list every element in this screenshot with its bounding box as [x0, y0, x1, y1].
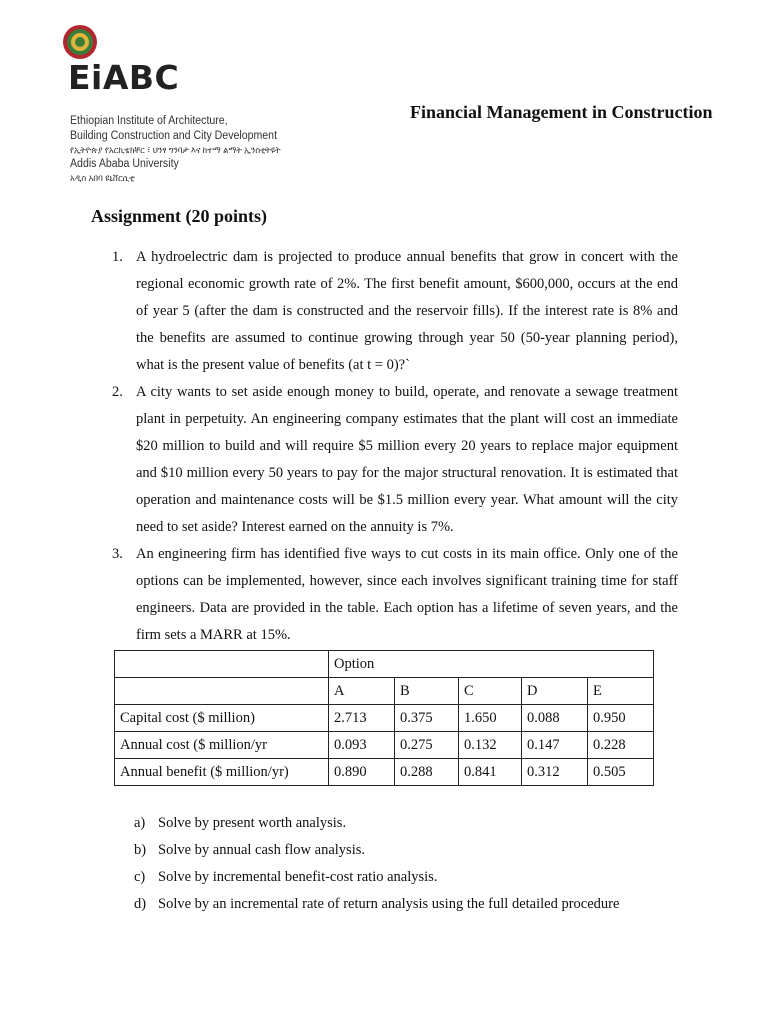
question-text: A city wants to set aside enough money to build, operate, and renovate a sewage treatment plant in perpetuity. An engineering company estimates that the plant will cost an immediate $20 million to build and will require $5 million every 20 years to replace major equipment and $10 million every 50 years to pay for the major structural renovation. It is estimated that operation and maintenance costs will be $1.5 million every year. What amount will the city need to set aside? Interest earned on the annuity is 7%. — [136, 384, 678, 535]
option-header-c: C — [459, 678, 522, 705]
subpart-text: Solve by annual cash flow analysis. — [158, 842, 365, 858]
table-cell: 0.147 — [522, 732, 588, 759]
table-empty-cell — [115, 678, 329, 705]
table-cell: 0.288 — [395, 759, 459, 786]
question-number: 1. — [112, 249, 123, 265]
subpart-item — [134, 891, 694, 918]
table-corner-cell — [115, 651, 329, 678]
university-line: Addis Ababa University — [70, 158, 179, 170]
subpart-item — [134, 810, 694, 837]
option-header-e: E — [588, 678, 654, 705]
options-data-table — [114, 650, 654, 786]
option-header-a: A — [329, 678, 395, 705]
subpart-list — [134, 810, 694, 918]
option-header-b: B — [395, 678, 459, 705]
university-line-amharic: አዲስ አበባ ዩኒቨርሲቲ — [70, 173, 135, 183]
university-seal-icon — [62, 24, 98, 60]
subpart-letter: b) — [134, 842, 147, 858]
subpart-letter: d) — [134, 896, 147, 912]
question-text: A hydroelectric dam is projected to produce annual benefits that grow in concert with the regional economic growth rate of 2%. The first benefit amount, $600,000, occurs at the end of year 5 (after the dam is constructed and the reservoir fills). If the interest rate is 8% and the benefits are assumed to continue growing through year 50 (50-year planning period), what is the present value of benefits (at t = 0)?` — [136, 249, 678, 373]
table-cell: 0.088 — [522, 705, 588, 732]
assignment-title: Assignment (20 points) — [91, 206, 268, 226]
option-header-d: D — [522, 678, 588, 705]
question-item — [112, 379, 678, 541]
row-label: Annual benefit ($ million/yr) — [115, 759, 329, 786]
institute-name-block — [70, 114, 291, 185]
table-cell: 0.228 — [588, 732, 654, 759]
question-item — [112, 541, 678, 649]
institute-line: Building Construction and City Development — [70, 130, 278, 142]
question-number: 2. — [112, 384, 123, 400]
question-list — [112, 244, 678, 649]
subpart-letter: a) — [134, 815, 146, 831]
table-row — [115, 759, 654, 786]
subpart-item — [134, 864, 694, 891]
question-text: An engineering firm has identified five ways to cut costs in its main office. Only one of the options can be implemented, however, since each involves significant training time for staff engineers. Data are provided in the table. Each option has a lifetime of seven years, and the firm sets a MARR at 15%. — [136, 546, 678, 643]
table-cell: 0.841 — [459, 759, 522, 786]
table-cell: 0.950 — [588, 705, 654, 732]
row-label: Annual cost ($ million/yr — [115, 732, 329, 759]
table-row — [115, 732, 654, 759]
brand-logo: EiABC — [68, 58, 180, 97]
subpart-text: Solve by an incremental rate of return analysis using the full detailed procedure — [158, 896, 620, 912]
table-cell: 0.890 — [329, 759, 395, 786]
table-cell: 0.275 — [395, 732, 459, 759]
subpart-letter: c) — [134, 869, 146, 885]
table-cell: 0.375 — [395, 705, 459, 732]
question-number: 3. — [112, 546, 123, 562]
subpart-item — [134, 837, 694, 864]
institute-line-amharic: የኢትዮጵያ የአርኪቴክቸር ፣ ህንፃ ግንባታ እና ከተማ ልማት ኢንስቲትዩት — [70, 145, 281, 155]
table-header-row — [115, 651, 654, 678]
table-option-row — [115, 678, 654, 705]
subpart-text: Solve by present worth analysis. — [158, 815, 347, 831]
question-item — [112, 244, 678, 379]
course-title: Financial Management in Construction — [410, 102, 713, 122]
institute-line: Ethiopian Institute of Architecture, — [70, 115, 228, 127]
table-cell: 0.132 — [459, 732, 522, 759]
table-cell: 1.650 — [459, 705, 522, 732]
subpart-text: Solve by incremental benefit-cost ratio analysis. — [158, 869, 438, 885]
table-cell: 0.312 — [522, 759, 588, 786]
table-row — [115, 705, 654, 732]
table-cell: 2.713 — [329, 705, 395, 732]
table-cell: 0.093 — [329, 732, 395, 759]
option-group-header: Option — [329, 651, 654, 678]
table-cell: 0.505 — [588, 759, 654, 786]
row-label: Capital cost ($ million) — [115, 705, 329, 732]
